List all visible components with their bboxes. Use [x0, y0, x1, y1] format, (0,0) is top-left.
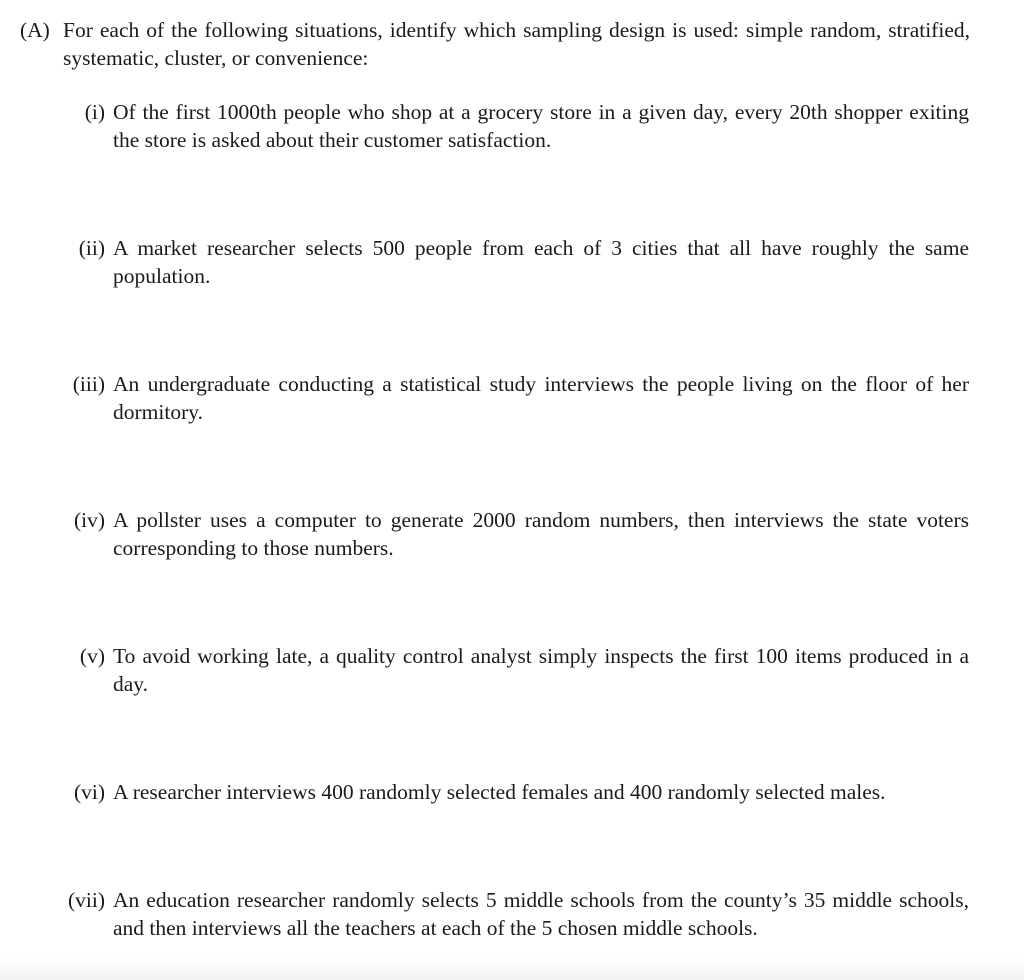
list-item	[40, 234, 969, 290]
item-text: An education researcher randomly selects 5 middle schools from the county’s 35 middle schools, and then interviews all the teachers at each of the 5 chosen middle schools.	[113, 888, 969, 940]
item-text: A market researcher selects 500 people from each of 3 cities that all have roughly the same population.	[113, 236, 969, 288]
list-item	[40, 370, 969, 426]
list-item	[40, 886, 969, 942]
question-a	[20, 16, 970, 72]
item-label: (iii)	[72, 372, 105, 396]
list-item	[40, 98, 969, 154]
question-label: (A)	[20, 18, 50, 42]
list-item	[40, 778, 969, 806]
item-label: (i)	[84, 100, 105, 124]
item-text: A researcher interviews 400 randomly selected females and 400 randomly selected males.	[113, 780, 886, 804]
item-label: (vii)	[67, 888, 105, 912]
item-text: To avoid working late, a quality control analyst simply inspects the first 100 items produced in a day.	[113, 644, 969, 696]
list-item	[40, 506, 969, 562]
item-label: (v)	[79, 644, 105, 668]
question-text: For each of the following situations, identify which sampling design is used: simple random, stratified, systematic, cluster, or convenience:	[63, 18, 970, 70]
item-text: An undergraduate conducting a statistical study interviews the people living on the floor of her dormitory.	[113, 372, 969, 424]
item-text: Of the first 1000th people who shop at a grocery store in a given day, every 20th shopper exiting the store is asked about their customer satisfaction.	[113, 100, 969, 152]
item-text: A pollster uses a computer to generate 2000 random numbers, then interviews the state voters corresponding to those numbers.	[113, 508, 969, 560]
item-label: (iv)	[73, 508, 105, 532]
list-item	[40, 642, 969, 698]
item-label: (ii)	[78, 236, 105, 260]
item-label: (vi)	[73, 780, 105, 804]
bottom-shadow	[0, 958, 1024, 980]
